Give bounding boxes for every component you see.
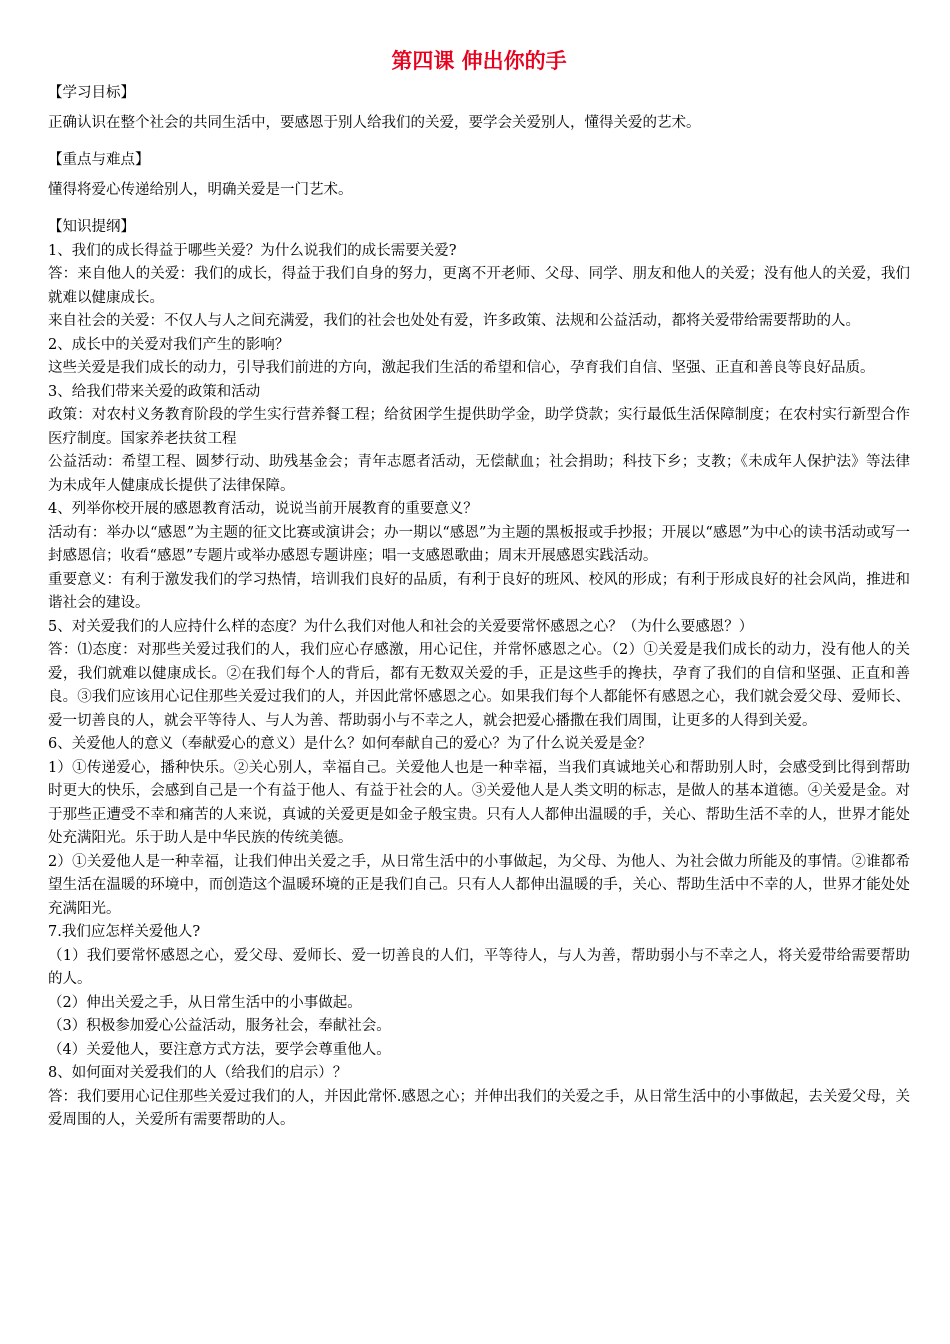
list-item: （4）关爱他人，要注意方式方法，要学会尊重他人。 <box>48 1041 391 1058</box>
paragraph: 1）①传递爱心，播种快乐。②关心别人，幸福自己。关爱他人也是一种幸福，当我们真诚地关心和帮助别人时，会感受到比得到帮助时更大的快乐，会感到自己是一个有益于他人、有益于社会的人。③关爱他人是人类文明的标志，是做人的基本道德。④关爱是金。对于那些正遭受不幸和痛苦的人来说，真诚的关爱更是如金子般宝贵。只有人人都伸出温暖的手，关心、帮助生活不幸的人，世界才能处处充满阳光。乐于助人是中华民族的传统美德。 <box>48 759 910 846</box>
list-item: （2）伸出关爱之手，从日常生活中的小事做起。 <box>48 994 362 1011</box>
question-5: 5、对关爱我们的人应持什么样的态度？为什么我们对他人和社会的关爱要常怀感恩之心？（为什么要感恩？） <box>48 618 754 635</box>
question-1: 1、我们的成长得益于哪些关爱？为什么说我们的成长需要关爱? <box>48 242 457 259</box>
paragraph: 2）①关爱他人是一种幸福，让我们伸出关爱之手，从日常生活中的小事做起，为父母、为他人、为社会做力所能及的事情。②谁都希望生活在温暖的环境中，而创造这个温暖环境的正是我们自己。只有人人都伸出温暖的手，关心、帮助生活中不幸的人，世界才能处处充满阳光。 <box>48 853 910 917</box>
section-key-points <box>48 149 910 202</box>
paragraph: 活动有：举办以“感恩”为主题的征文比赛或演讲会；办一期以“感恩”为主题的黑板报或手抄报；开展以“感恩”为中心的读书活动或写一封感恩信；收看“感恩”专题片或举办感恩专题讲座；唱一支感恩歌曲；周末开展感恩实践活动。 <box>48 524 910 564</box>
section-heading: 【知识提纲】 <box>48 219 135 235</box>
question-6: 6、关爱他人的意义（奉献爱心的意义）是什么？如何奉献自己的爱心？为了什么说关爱是金？ <box>48 736 652 752</box>
lesson-title: 第四课 伸出你的手 <box>391 49 567 73</box>
section-outline <box>48 216 910 1133</box>
paragraph: 懂得将爱心传递给别人，明确关爱是一门艺术。 <box>48 181 353 198</box>
list-item: （1）我们要常怀感恩之心，爱父母、爱师长、爱一切善良的人们，平等待人，与人为善，帮助弱小与不幸之人，将关爱带给需要帮助的人。 <box>48 947 910 987</box>
paragraph: 来自社会的关爱：不仅人与人之间充满爱，我们的社会也处处有爱，许多政策、法规和公益活动，都将关爱带给需要帮助的人。 <box>48 313 860 329</box>
paragraph: 重要意义：有利于激发我们的学习热情，培训我们良好的品质，有利于良好的班风、校风的形成；有利于形成良好的社会风尚，推进和谐社会的建设。 <box>48 571 910 611</box>
question-3: 3、给我们带来关爱的政策和活动 <box>48 383 261 400</box>
question-4: 4、列举你校开展的感恩教育活动，说说当前开展教育的重要意义？ <box>48 501 478 517</box>
paragraph: 答：来自他人的关爱：我们的成长，得益于我们自身的努力，更离不开老师、父母、同学、朋友和他人的关爱；没有他人的关爱，我们就难以健康成长。 <box>48 266 910 306</box>
question-7: 7.我们应怎样关爱他人? <box>48 924 201 940</box>
paragraph: 公益活动：希望工程、圆梦行动、助残基金会；青年志愿者活动，无偿献血；社会捐助；科技下乡；支教；《未成年人保护法》等法律为未成年人健康成长提供了法律保障。 <box>48 454 910 494</box>
paragraph: 这些关爱是我们成长的动力，引导我们前进的方向，激起我们生活的希望和信心，孕育我们自信、坚强、正直和善良等良好品质。 <box>48 360 875 376</box>
document-page <box>48 46 910 1133</box>
paragraph: 答：我们要用心记住那些关爱过我们的人，并因此常怀.感恩之心；并伸出我们的关爱之手，从日常生活中的小事做起，去关爱父母，关爱周围的人，关爱所有需要帮助的人。 <box>48 1088 910 1128</box>
question-8: 8、如何面对关爱我们的人（给我们的启示）？ <box>48 1065 348 1081</box>
question-2: 2、成长中的关爱对我们产生的影响？ <box>48 336 290 353</box>
section-learning-goals <box>48 82 910 135</box>
paragraph: 答：⑴态度：对那些关爱过我们的人，我们应心存感激，用心记住，并常怀感恩之心。（2）①关爱是我们成长的动力，没有他人的关爱，我们就难以健康成长。②在我们每个人的背后，都有无数双关爱的手，正是这些手的搀扶，孕育了我们的自信和坚强、正直和善良。③我们应该用心记住那些关爱过我们的人，并因此常怀感恩之心。如果我们每个人都能怀有感恩之心，我们就会爱父母、爱师长、爱一切善良的人，就会平等待人、与人为善、帮助弱小与不幸之人，就会把爱心播撒在我们周围，让更多的人得到关爱。 <box>48 642 910 729</box>
section-heading: 【重点与难点】 <box>48 152 150 168</box>
paragraph: 政策：对农村义务教育阶段的学生实行营养餐工程；给贫困学生提供助学金，助学贷款；实行最低生活保障制度；在农村实行新型合作医疗制度。国家养老扶贫工程 <box>48 407 910 447</box>
section-heading: 【学习目标】 <box>48 85 135 101</box>
list-item: （3）积极参加爱心公益活动，服务社会，奉献社会。 <box>48 1018 391 1034</box>
paragraph: 正确认识在整个社会的共同生活中，要感恩于别人给我们的关爱，要学会关爱别人，懂得关爱的艺术。 <box>48 114 701 131</box>
